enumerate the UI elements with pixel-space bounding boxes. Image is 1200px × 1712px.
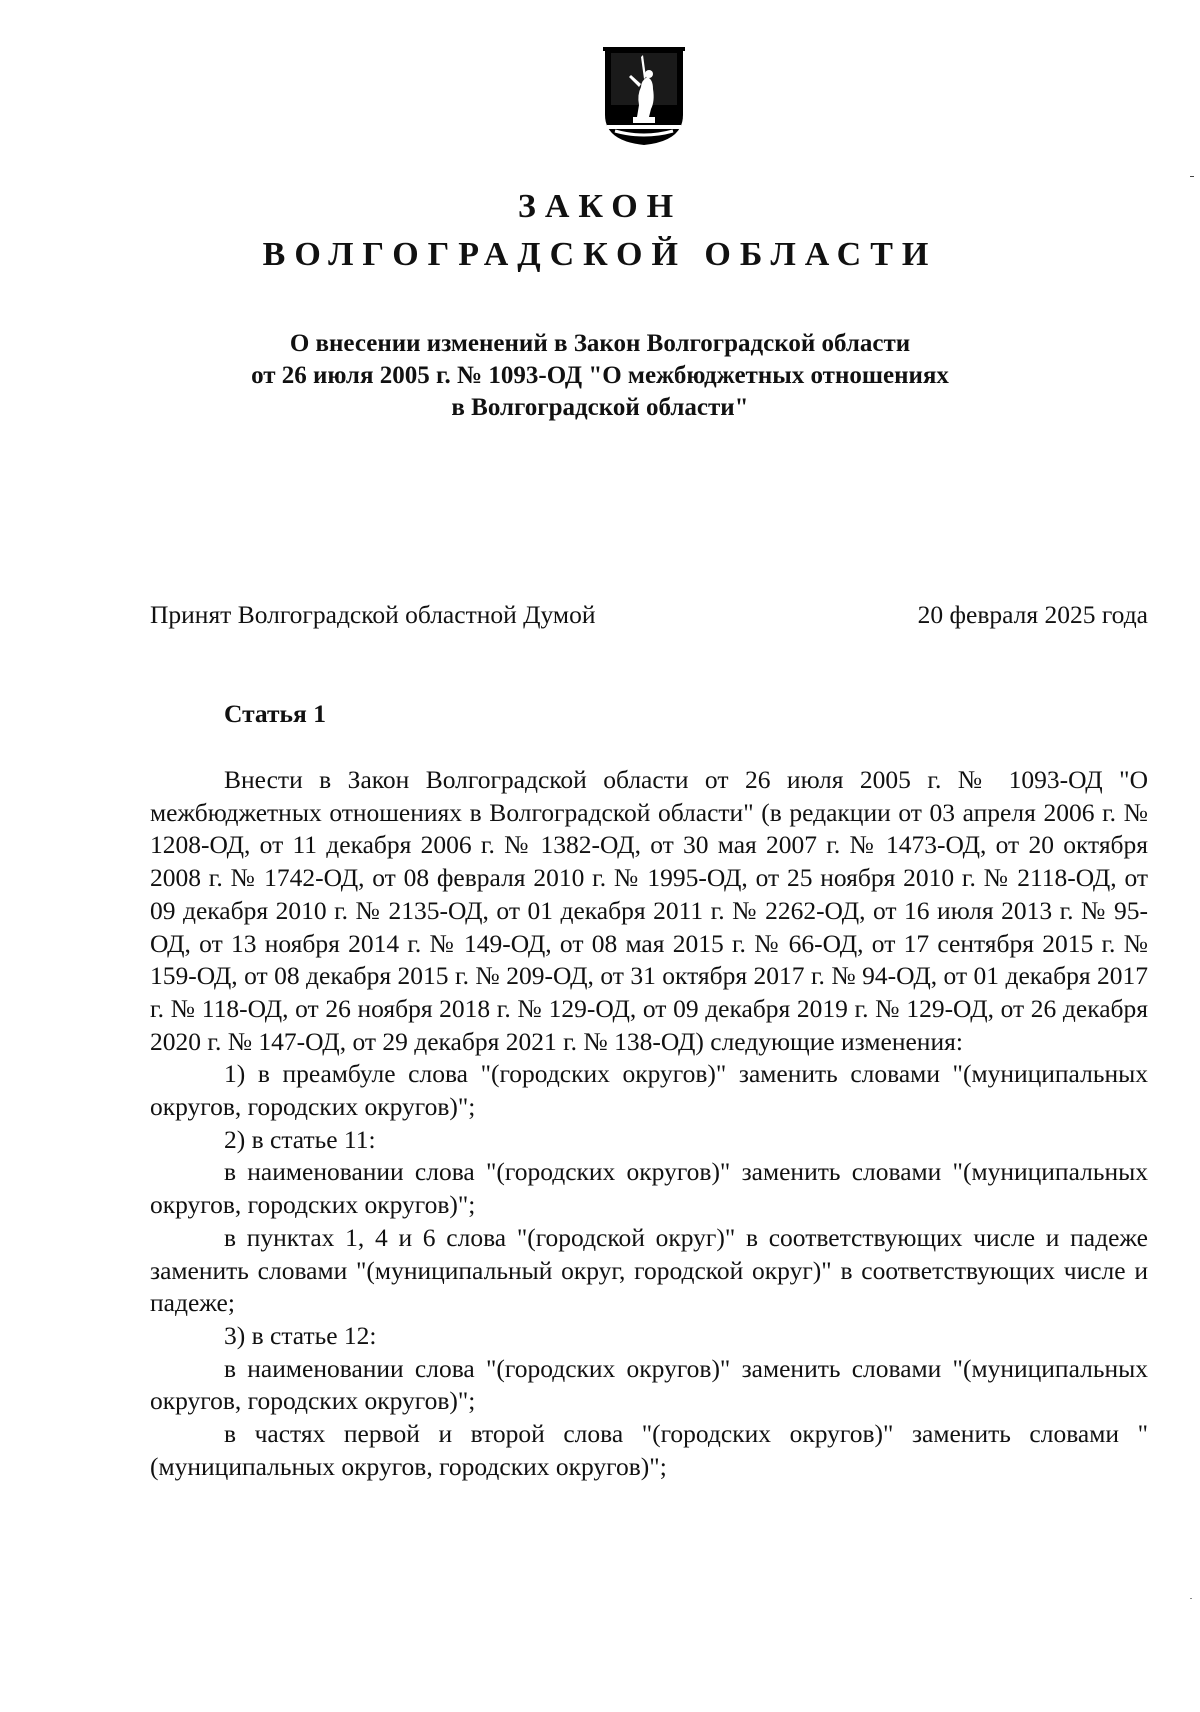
article-paragraph: в наименовании слова "(городских округов)" заменить словами "(муниципальных округов, городских округов)"; [150,1157,1148,1220]
article-paragraph: 3) в статье 12: [224,1320,377,1350]
article-paragraph: в наименовании слова "(городских округов)" заменить словами "(муниципальных округов, городских округов)"; [150,1353,1148,1416]
law-subject [150,328,1050,424]
article-paragraph: 2) в статье 11: [224,1124,376,1154]
subject-line-3: в Волгоградской области" [451,394,749,421]
article-paragraph: Внести в Закон Волгоградской области от 26 июля 2005 г. № 1093-ОД "О межбюджетных отношениях в Волгоградской области" (в редакции от 03 апреля 2006 г. № 1208-ОД, от 11 декабря 2006 г. № 1382-ОД, от 30 мая 2007 г. № 1473-ОД, от 20 октября 2008 г. № 1742-ОД, от 08 февраля 2010 г. № 1995-ОД, от 25 ноября 2010 г. № 2118-ОД, от 09 декабря 2010 г. № 2135-ОД, от 01 декабря 2011 г. № 2262-ОД, от 16 июля 2013 г. № 95-ОД, от 13 ноября 2014 г. № 149-ОД, от 08 мая 2015 г. № 66-ОД, от 17 сентября 2015 г. № 159-ОД, от 08 декабря 2015 г. № 209-ОД, от 31 октября 2017 г. № 94-ОД, от 01 декабря 2017 г. № 118-ОД, от 26 ноября 2018 г. № 129-ОД, от 09 декабря 2019 г. № 129-ОД, от 26 декабря 2020 г. № 147-ОД, от 29 декабря 2021 г. № 138-ОД) следующие изменения: [150,765,1148,1056]
article-paragraph: в частях первой и второй слова "(городских округов)" заменить словами "(муниципальных округов, городских округов)"; [150,1419,1148,1481]
volgograd-coat-of-arms-icon [603,47,685,147]
subject-line-2: от 26 июля 2005 г. № 1093-ОД "О межбюджетных отношениях [251,362,949,389]
adopting-body: Принят Волгоградской областной Думой [150,600,596,629]
law-region-title: ВОЛГОГРАДСКОЙ ОБЛАСТИ [262,236,938,273]
adoption-date: 20 февраля 2025 года [917,600,1148,629]
law-title: ЗАКОН [517,188,683,225]
subject-line-1: О внесении изменений в Закон Волгоградской области [289,330,911,357]
adoption-row [150,600,1148,630]
scan-speck [1190,1598,1192,1599]
scan-speck [1190,176,1194,177]
article-paragraph: 1) в преамбуле слова "(городских округов)" заменить словами "(муниципальных округов, городских округов)"; [150,1059,1148,1122]
article-paragraph: в пунктах 1, 4 и 6 слова "(городской округ)" в соответствующих числе и падеже заменить словами "(муниципальный округ, городской округ)" в соответствующих числе и падеже; [150,1222,1148,1318]
article-title: Статья 1 [224,699,326,728]
article-body [150,764,1148,1483]
